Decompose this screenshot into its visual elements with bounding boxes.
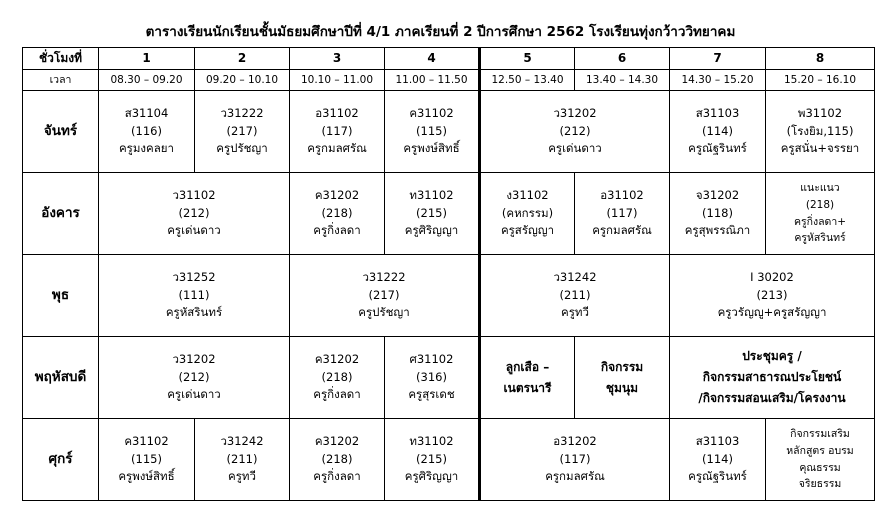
subject-code: อ31202 — [553, 433, 597, 448]
subject-code: ว31222 — [220, 105, 264, 120]
subject-code: ว31242 — [553, 269, 597, 284]
activity-name: ประชุมครู / — [742, 349, 802, 363]
teacher: ครูกิ่งลดา+ — [793, 215, 847, 228]
room: (117) — [321, 123, 353, 138]
activity-cell — [670, 337, 875, 419]
room: (คหกรรม) — [501, 205, 554, 220]
subject-code: ว31252 — [172, 269, 216, 284]
subject-code: ส31104 — [124, 105, 169, 120]
teacher: ครูกมลศรัณ — [307, 141, 367, 156]
teacher: ครูกิ่งลดา — [313, 469, 361, 484]
time-slot: 14.30 – 15.20 — [670, 70, 766, 91]
subject-code: ว31202 — [172, 351, 216, 366]
class-cell — [575, 173, 670, 255]
subject-code: จ31202 — [695, 187, 740, 202]
class-cell — [480, 91, 670, 173]
period-number: 2 — [195, 48, 290, 70]
room: (212) — [559, 123, 591, 138]
day-row-wednesday — [23, 255, 875, 337]
subject-code: ว31242 — [220, 433, 264, 448]
teacher: ครูเด่นดาว — [167, 223, 221, 238]
class-cell — [290, 255, 480, 337]
subject-name: แนะแนว — [800, 181, 840, 194]
room: (316) — [416, 369, 447, 384]
room: (114) — [702, 123, 733, 138]
teacher: ครูกิ่งลดา — [313, 223, 361, 238]
class-cell — [290, 419, 385, 501]
period-number: 7 — [670, 48, 766, 70]
teacher: ครูศิริญญา — [404, 469, 459, 484]
room: (117) — [606, 205, 638, 220]
class-cell — [480, 419, 670, 501]
teacher: ครูหัสรินทร์ — [794, 232, 846, 245]
subject-code: อ31102 — [600, 187, 644, 202]
time-slot: 13.40 – 14.30 — [575, 70, 670, 91]
period-number: 6 — [575, 48, 670, 70]
time-slot: 15.20 – 16.10 — [766, 70, 875, 91]
room: (213) — [756, 287, 788, 302]
teacher: ครูหัสรินทร์ — [165, 305, 223, 320]
class-cell — [480, 255, 670, 337]
teacher: ครูเด่นดาว — [548, 141, 602, 156]
period-number: 5 — [480, 48, 575, 70]
class-cell — [480, 173, 575, 255]
period-number: 3 — [290, 48, 385, 70]
time-slot: 08.30 – 09.20 — [99, 70, 195, 91]
subject-code: ส31103 — [695, 433, 740, 448]
class-cell — [766, 173, 875, 255]
teacher: ครูสนั่น+จรรยา — [780, 141, 860, 156]
time-slot: 11.00 – 11.50 — [385, 70, 480, 91]
subject-code: พ31102 — [797, 105, 843, 120]
day-name: อังคาร — [23, 173, 99, 255]
activity-name: เนตรนารี — [503, 380, 552, 395]
room: (218) — [321, 205, 353, 220]
subject-code: ค31202 — [314, 351, 360, 366]
class-cell — [99, 337, 290, 419]
room: (111) — [178, 287, 210, 302]
room: (217) — [368, 287, 400, 302]
period-label: ชั่วโมงที่ — [23, 48, 99, 70]
activity-cell — [766, 419, 875, 501]
teacher: ครูทวี — [561, 305, 589, 320]
class-cell — [195, 91, 290, 173]
subject-code: ค31102 — [409, 105, 454, 120]
subject-code: ว31202 — [553, 105, 597, 120]
room: (211) — [559, 287, 591, 302]
class-cell — [670, 91, 766, 173]
class-cell — [290, 91, 385, 173]
teacher: ครูกมลศรัณ — [592, 223, 652, 238]
activity-name: ลูกเสือ – — [505, 359, 550, 374]
subject-code: ง31102 — [506, 187, 549, 202]
teacher: ครูกิ่งลดา — [313, 387, 361, 402]
day-row-friday — [23, 419, 875, 501]
day-name: ศุกร์ — [23, 419, 99, 501]
class-cell — [99, 91, 195, 173]
class-cell — [670, 173, 766, 255]
activity-name: ชุมนุม — [605, 380, 639, 395]
room: (215) — [416, 451, 447, 466]
day-name: พุธ — [23, 255, 99, 337]
page-title: ตารางเรียนนักเรียนชั้นมัธยมศึกษาปีที่ 4/1 ภาคเรียนที่ 2 ปีการศึกษา 2562 โรงเรียนทุ่งกว้าววิทยาคม — [145, 24, 736, 40]
subject-code: ว31222 — [362, 269, 406, 284]
subject-code: ท31102 — [409, 433, 454, 448]
subject-code: ส31103 — [695, 105, 740, 120]
teacher: ครูพงษ์สิทธิ์ — [118, 469, 175, 484]
time-row — [23, 70, 875, 91]
teacher: ครูสรัญญา — [500, 223, 555, 238]
room: (114) — [702, 451, 733, 466]
class-cell — [385, 337, 480, 419]
time-slot: 12.50 – 13.40 — [480, 70, 575, 91]
room: (217) — [226, 123, 258, 138]
room: (211) — [226, 451, 258, 466]
teacher: ครูทวี — [228, 469, 256, 484]
time-label: เวลา — [23, 70, 99, 91]
teacher: ครูณัฐรินทร์ — [688, 141, 747, 156]
teacher: ครูกมลศรัณ — [545, 469, 605, 484]
timetable — [22, 47, 875, 501]
class-cell — [670, 255, 875, 337]
day-row-monday — [23, 91, 875, 173]
class-cell — [385, 419, 480, 501]
period-number: 4 — [385, 48, 480, 70]
room: (117) — [559, 451, 591, 466]
time-slot: 10.10 – 11.00 — [290, 70, 385, 91]
room: (116) — [131, 123, 162, 138]
teacher: ครูมงคลยา — [118, 141, 174, 156]
day-name: พฤหัสบดี — [23, 337, 99, 419]
room: (115) — [416, 123, 447, 138]
teacher: ครูปรัชญา — [358, 305, 410, 320]
time-slot: 09.20 – 10.10 — [195, 70, 290, 91]
activity-name: จริยธรรม — [798, 478, 842, 491]
class-cell — [385, 173, 480, 255]
room: (212) — [178, 205, 210, 220]
room: (212) — [178, 369, 210, 384]
subject-code: ศ31102 — [409, 351, 454, 366]
room: (โรงยิม,115) — [786, 123, 854, 138]
class-cell — [670, 419, 766, 501]
activity-cell — [575, 337, 670, 419]
activity-name: กิจกรรมเสริม — [790, 427, 850, 440]
header-row — [23, 48, 875, 70]
teacher: ครูปรัชญา — [216, 141, 268, 156]
room: (115) — [131, 451, 162, 466]
teacher: ครูสุพรรณิภา — [684, 223, 751, 238]
day-row-tuesday — [23, 173, 875, 255]
class-cell — [290, 337, 385, 419]
activity-name: กิจกรรม — [600, 359, 644, 374]
subject-code: อ31102 — [315, 105, 359, 120]
activity-name: หลักสูตร อบรม — [786, 444, 854, 457]
subject-code: ค31102 — [124, 433, 169, 448]
activity-name: /กิจกรรมสอนเสริม/โครงงาน — [698, 391, 846, 405]
room: (215) — [416, 205, 447, 220]
day-row-thursday — [23, 337, 875, 419]
room: (118) — [702, 205, 733, 220]
class-cell — [766, 91, 875, 173]
subject-code: ท31102 — [409, 187, 454, 202]
teacher: ครูณัฐรินทร์ — [688, 469, 747, 484]
teacher: ครูพงษ์สิทธิ์ — [403, 141, 460, 156]
teacher: ครูเด่นดาว — [167, 387, 221, 402]
class-cell — [195, 419, 290, 501]
subject-code: ค31202 — [314, 433, 360, 448]
room: (218) — [321, 369, 353, 384]
teacher: ครูสุรเดช — [408, 387, 455, 402]
teacher: ครูศิริญญา — [404, 223, 459, 238]
activity-name: กิจกรรมสาธารณประโยชน์ — [702, 370, 842, 384]
room: (218) — [805, 198, 835, 211]
day-name: จันทร์ — [23, 91, 99, 173]
class-cell — [99, 255, 290, 337]
class-cell — [290, 173, 385, 255]
teacher: ครูวรัญญู+ครูสรัญญา — [717, 305, 827, 320]
activity-name: คุณธรรม — [799, 461, 841, 474]
class-cell — [99, 419, 195, 501]
subject-code: I 30202 — [750, 269, 794, 284]
activity-cell — [480, 337, 575, 419]
period-number: 1 — [99, 48, 195, 70]
subject-code: ค31202 — [314, 187, 360, 202]
room: (218) — [321, 451, 353, 466]
subject-code: ว31102 — [172, 187, 216, 202]
class-cell — [99, 173, 290, 255]
class-cell — [385, 91, 480, 173]
period-number: 8 — [766, 48, 875, 70]
